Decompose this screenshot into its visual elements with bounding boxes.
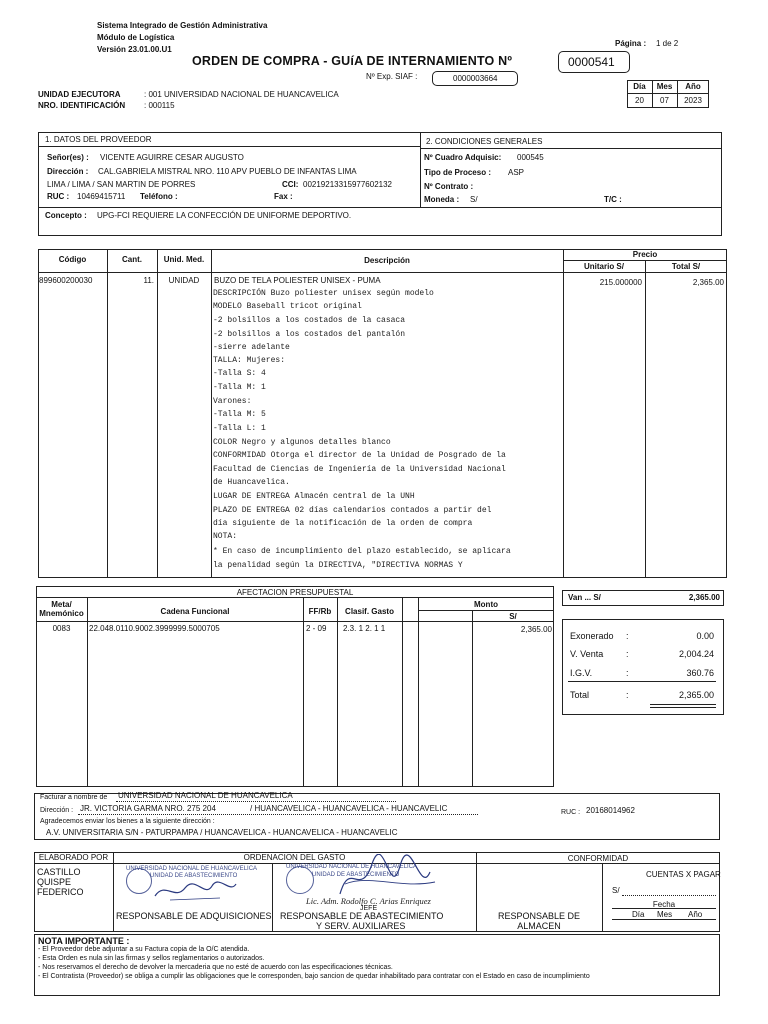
note-line: - Nos reservamos el derecho de devolver la mercaderia que no esté de acuerdo con las especificaciones técnicas. — [38, 964, 393, 971]
accounts-label: CUENTAS X PAGAR — [646, 870, 721, 879]
stamp-text-2: UNIVERSIDAD NACIONAL DE HUANCAVELICA — [286, 864, 418, 870]
col-amount-currency: S/ — [509, 612, 517, 621]
billing-address-label: Dirección : — [40, 807, 74, 814]
order-number: 0000541 — [568, 55, 615, 69]
currency-label: Moneda : — [424, 195, 460, 204]
accounts-currency: S/ — [612, 886, 620, 895]
venta-value: 2,004.24 — [678, 649, 714, 659]
desc-line: -Talla M: 5 — [213, 410, 266, 419]
role-supply-2: Y SERV. AUXILIARES — [316, 921, 406, 931]
billing-ruc: 20168014962 — [586, 806, 635, 815]
col-ff: FF/Rb — [308, 607, 332, 616]
conditions-section-title: 2. CONDICIONES GENERALES — [426, 137, 543, 146]
cci-label: CCI: — [282, 180, 299, 189]
note-line: - El Contratista (Proveedor) se obliga a cumplir las obligaciones que le corresponden, bajo sancion de quedar inhabilitado para contratar con el Estado en caso de incumplimiento — [38, 973, 590, 980]
date-day-label: Día — [633, 82, 646, 91]
date-month: 07 — [660, 96, 669, 105]
total-value: 2,365.00 — [678, 690, 714, 700]
van-value: 2,365.00 — [688, 593, 720, 602]
venta-label: V. Venta — [570, 649, 604, 659]
page-title: ORDEN DE COMPRA - GUíA DE INTERNAMIENTO Nº — [192, 54, 513, 68]
item-unit: UNIDAD — [168, 276, 200, 285]
phone-label: Teléfono : — [140, 192, 178, 201]
system-name: Sistema Integrado de Gestión Administrativa — [97, 21, 268, 30]
desc-line: MODELO Baseball tricot original — [213, 302, 362, 311]
concept-label: Concepto : — [45, 211, 87, 220]
date-year: 2023 — [684, 96, 702, 105]
billing-address: JR. VICTORIA GARMA NRO. 275 204 — [80, 804, 216, 813]
process-value: ASP — [508, 168, 525, 177]
concept-value: UPG-FCI REQUIERE LA CONFECCIÓN DE UNIFORME DEPORTIVO. — [97, 211, 352, 220]
van-label: Van ... S/ — [568, 593, 601, 602]
desc-line: LUGAR DE ENTREGA Almacén central de la UNH — [213, 492, 415, 501]
prepared-name-2: QUISPE — [37, 877, 72, 887]
conformity-header: CONFORMIDAD — [567, 854, 629, 863]
item-total: 2,365.00 — [692, 278, 724, 287]
col-amount: Monto — [474, 600, 498, 609]
desc-line: de Huancavelica. — [213, 478, 290, 487]
delivery-address: A.V. UNIVERSITARIA S/N - PATURPAMPA / HUANCAVELICA - HUANCAVELICA - HUANCAVELIC — [46, 828, 398, 837]
unit-label: UNIDAD EJECUTORA — [38, 90, 121, 99]
provider-address-label: Dirección : — [47, 167, 89, 176]
budget-ff: 2 - 09 — [306, 624, 327, 633]
col-meta: Meta/ Mnemónico — [39, 600, 84, 618]
van-box — [562, 590, 724, 606]
desc-line: TALLA: Mujeres: — [213, 356, 286, 365]
role-warehouse-2: ALMACEN — [517, 921, 561, 931]
igv-label: I.G.V. — [570, 668, 593, 678]
page-value: 1 de 2 — [656, 39, 679, 48]
desc-line: Facultad de Ciencias de Ingeniería de la Universidad Nacional — [213, 465, 506, 474]
module-name: Módulo de Logística — [97, 33, 175, 42]
desc-line: NOTA: — [213, 532, 238, 541]
items-table — [38, 249, 727, 578]
col-code: Código — [58, 255, 87, 264]
stamp-sub-2: UNIDAD DE ABASTECIMIENTO — [312, 872, 400, 878]
cuadro-label: Nº Cuadro Adquisic: — [424, 153, 502, 162]
role-warehouse: RESPONSABLE DE — [497, 911, 581, 921]
unit-value: : 001 UNIVERSIDAD NACIONAL DE HUANCAVELICA — [144, 90, 339, 99]
role-supply: RESPONSABLE DE ABASTECIMIENTO — [280, 911, 444, 921]
conformity-day: Día — [632, 910, 645, 919]
prepared-header: ELABORADO POR — [38, 853, 109, 862]
invoice-value: UNIVERSIDAD NACIONAL DE HUANCAVELICA — [118, 791, 293, 800]
signer-name: Lic. Adm. Rodolfo C. Arias Enriquez — [306, 896, 431, 906]
date-year-label: Año — [685, 82, 701, 91]
budget-amount: 2,365.00 — [520, 625, 552, 634]
siaf-value: 0000003664 — [453, 74, 498, 83]
col-unit: Unid. Med. — [163, 255, 205, 264]
siaf-box — [432, 71, 518, 86]
cuadro-value: 000545 — [517, 153, 544, 162]
col-desc: Descripción — [364, 256, 410, 265]
provider-address-2: LIMA / LIMA / SAN MARTIN DE PORRES — [47, 180, 196, 189]
budget-meta: 0083 — [52, 624, 71, 633]
conformity-month: Mes — [657, 910, 673, 919]
currency-value: S/ — [470, 195, 478, 204]
col-price: Precio — [632, 250, 658, 259]
provider-section-title: 1. DATOS DEL PROVEEDOR — [45, 135, 152, 144]
desc-line: COLOR Negro y algunos detalles blanco — [213, 438, 391, 447]
fax-label: Fax : — [274, 192, 293, 201]
item-qty: 11. — [143, 276, 154, 285]
col-class: Clasif. Gasto — [345, 607, 394, 616]
col-total: Total S/ — [671, 262, 701, 271]
ordering-header: ORDENACION DEL GASTO — [243, 853, 346, 862]
desc-line: Varones: — [213, 397, 252, 406]
prepared-name-3: FEDERICO — [37, 887, 84, 897]
desc-line: DESCRIPCIÓN Buzo poliester unisex según modelo — [213, 289, 434, 298]
ruc-label: RUC : — [47, 192, 70, 201]
desc-line: -Talla S: 4 — [213, 369, 266, 378]
desc-line: -Talla M: 1 — [213, 383, 266, 392]
desc-line: * En caso de incumplimiento del plazo establecido, se aplicara — [213, 547, 511, 556]
desc-line: CONFORMIDAD Otorga el director de la Unidad de Posgrado de la — [213, 451, 506, 460]
role-acquisitions: RESPONSABLE DE ADQUISICIONES — [116, 911, 272, 921]
version-label: Versión 23.01.00.U1 — [97, 45, 172, 54]
signer-role: JEFE — [360, 905, 378, 912]
order-number-box — [558, 51, 630, 73]
stamp-sub-1: UNIDAD DE ABASTECIMIENTO — [150, 873, 238, 879]
siaf-label: Nº Exp. SIAF : — [366, 72, 418, 81]
invoice-label: Facturar a nombre de — [40, 794, 108, 801]
page-label: Página : — [615, 39, 647, 48]
billing-ruc-label: RUC : — [561, 809, 581, 816]
col-unit-price: Unitario S/ — [583, 262, 624, 271]
igv-value: 360.76 — [686, 668, 714, 678]
total-label: Total — [570, 690, 590, 700]
desc-line: -Talla L: 1 — [213, 424, 266, 433]
provider-name-label: Señor(es) : — [47, 153, 89, 162]
signature-icon — [150, 876, 240, 906]
exonerado-value: 0.00 — [696, 631, 714, 641]
tc-label: T/C : — [604, 195, 622, 204]
date-day: 20 — [635, 96, 644, 105]
desc-line: -2 bolsillos a los costados del pantalón — [213, 330, 406, 339]
process-label: Tipo de Proceso : — [424, 168, 491, 177]
provider-name: VICENTE AGUIRRE CESAR AUGUSTO — [100, 153, 244, 162]
desc-line: -sierre adelante — [213, 343, 290, 352]
desc-line: día siguiente de la notificación de la orden de compra — [213, 519, 473, 528]
item-code: 899600200030 — [39, 276, 93, 285]
prepared-name-1: CASTILLO — [37, 867, 81, 877]
col-qty: Cant. — [122, 255, 142, 264]
exonerado-label: Exonerado — [570, 631, 614, 641]
date-month-label: Mes — [656, 82, 673, 91]
col-chain: Cadena Funcional — [160, 607, 230, 616]
budget-title: AFECTACION PRESUPUESTAL — [236, 588, 354, 597]
contract-label: Nº Contrato : — [424, 182, 474, 191]
id-label: NRO. IDENTIFICACIÓN — [38, 101, 126, 110]
desc-line: -2 bolsillos a los costados de la casaca — [213, 316, 406, 325]
item-desc-title: BUZO DE TELA POLIESTER UNISEX - PUMA — [214, 276, 381, 285]
ruc-value: 10469415711 — [77, 192, 126, 201]
desc-line: PLAZO DE ENTREGA 02 días calendarios contados a partir del — [213, 506, 492, 515]
conformity-date-label: Fecha — [652, 900, 676, 909]
provider-address: CAL.GABRIELA MISTRAL NRO. 110 APV PUEBLO DE INFANTAS LIMA — [98, 167, 357, 176]
delivery-label: Agradecemos enviar los bienes a la siguiente dirección : — [40, 818, 215, 825]
billing-address-city: / HUANCAVELICA - HUANCAVELICA - HUANCAVELIC — [250, 804, 448, 813]
desc-line: la penalidad según la DIRECTIVA, "DIRECTIVA NORMAS Y — [213, 561, 463, 570]
budget-class: 2.3. 1 2. 1 1 — [343, 624, 386, 633]
notes-title: NOTA IMPORTANTE : — [38, 936, 130, 946]
cci-value: 00219213315977602132 — [303, 180, 392, 189]
note-line: - El Proveedor debe adjuntar a su Factura copia de la O/C atendida. — [38, 946, 250, 953]
budget-chain: 22.048.0110.9002.3999999.5000705 — [89, 624, 220, 633]
stamp-text-1: UNIVERSIDAD NACIONAL DE HUANCAVELICA — [126, 866, 258, 872]
conformity-year: Año — [688, 910, 703, 919]
item-unit-price: 215.000000 — [599, 278, 642, 287]
note-line: - Esta Orden es nula sin las firmas y sellos reglamentarios o autorizados. — [38, 955, 265, 962]
id-value: : 000115 — [144, 101, 175, 110]
stamp-seal-icon — [286, 866, 314, 894]
